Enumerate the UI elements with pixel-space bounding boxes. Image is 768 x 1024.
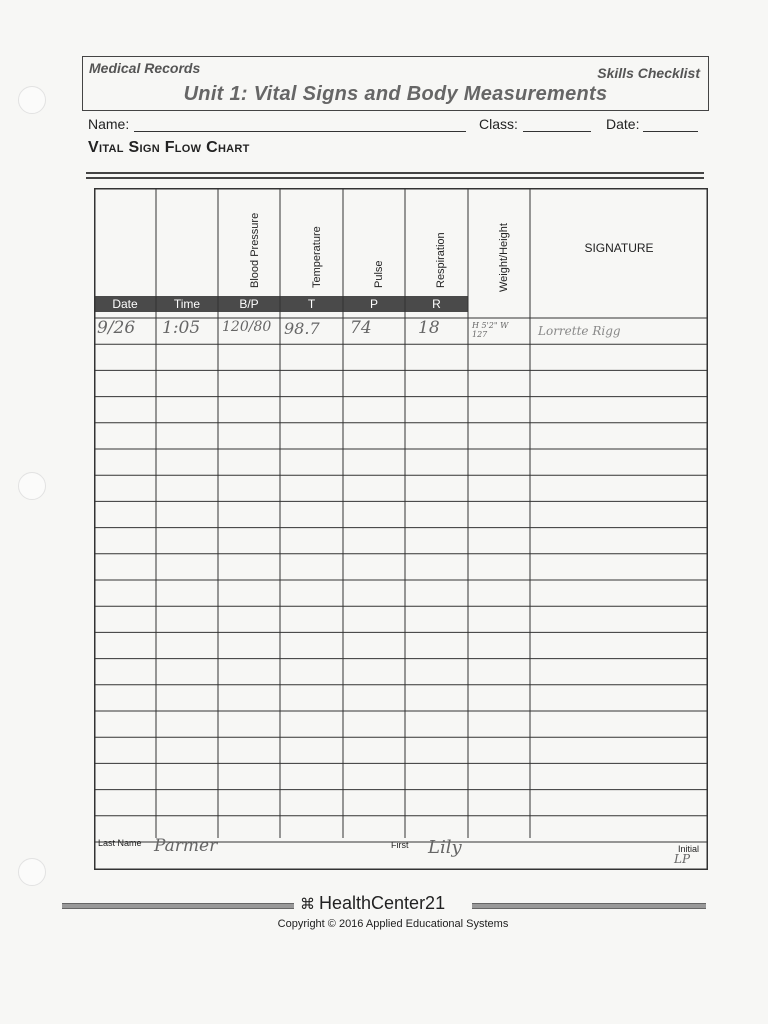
last-name-value: Parmer bbox=[154, 836, 218, 856]
grid-lines bbox=[94, 188, 708, 870]
footer-rule-right bbox=[472, 903, 706, 909]
col-temperature: Temperature bbox=[311, 226, 323, 288]
entry-resp: 18 bbox=[418, 318, 440, 338]
entry-weight-height: H 5'2" W 127 bbox=[472, 321, 509, 339]
punch-hole bbox=[18, 86, 46, 114]
copyright: Copyright © 2016 Applied Educational Systems bbox=[277, 918, 509, 930]
header-box bbox=[82, 56, 709, 111]
page-title: Unit 1: Vital Signs and Body Measurements bbox=[183, 83, 608, 105]
flow-chart-grid bbox=[94, 188, 708, 870]
col-blood-pressure: Blood Pressure bbox=[249, 212, 261, 288]
col-pulse: Pulse bbox=[373, 260, 385, 288]
col-date: Date bbox=[112, 297, 138, 311]
punch-hole bbox=[18, 858, 46, 886]
grid-border bbox=[95, 189, 708, 870]
col-bp: B/P bbox=[239, 297, 259, 311]
col-weight-height: Weight/Height bbox=[498, 223, 510, 292]
class-field[interactable] bbox=[523, 131, 591, 132]
entry-pulse: 74 bbox=[350, 318, 372, 338]
col-r: R bbox=[432, 297, 441, 311]
first-name-label: First bbox=[391, 840, 409, 850]
col-signature: SIGNATURE bbox=[584, 241, 654, 255]
divider bbox=[86, 172, 704, 174]
class-label: Class: bbox=[479, 116, 518, 132]
healthcenter-logo-icon: ⌘ bbox=[300, 896, 315, 913]
last-name-label: Last Name bbox=[98, 838, 142, 848]
name-field[interactable] bbox=[134, 131, 466, 132]
divider bbox=[86, 177, 704, 179]
date-label: Date: bbox=[606, 116, 640, 132]
info-row bbox=[88, 116, 700, 136]
entry-time: 1:05 bbox=[162, 318, 201, 338]
date-field[interactable] bbox=[643, 131, 698, 132]
col-respiration: Respiration bbox=[435, 232, 447, 288]
initial-value: LP bbox=[674, 852, 691, 866]
punch-hole bbox=[18, 472, 46, 500]
first-name-value: Lily bbox=[428, 837, 462, 858]
name-label: Name: bbox=[88, 116, 130, 132]
chart-title: Vital Sign Flow Chart bbox=[88, 139, 250, 156]
footer-rule-left bbox=[62, 903, 294, 909]
brand-text: HealthCenter21 bbox=[319, 893, 446, 913]
entry-date: 9/26 bbox=[97, 318, 136, 338]
entry-signature: Lorrette Rigg bbox=[538, 324, 621, 338]
header-right: Skills Checklist bbox=[597, 65, 700, 81]
col-t: T bbox=[307, 297, 316, 311]
col-time: Time bbox=[173, 297, 201, 311]
initial-label: Initial bbox=[678, 844, 700, 854]
col-p: P bbox=[369, 297, 378, 311]
header-left: Medical Records bbox=[89, 60, 201, 76]
footer-brand bbox=[300, 893, 445, 914]
entry-temp: 98.7 bbox=[284, 319, 320, 338]
entry-bp: 120/80 bbox=[222, 319, 272, 335]
